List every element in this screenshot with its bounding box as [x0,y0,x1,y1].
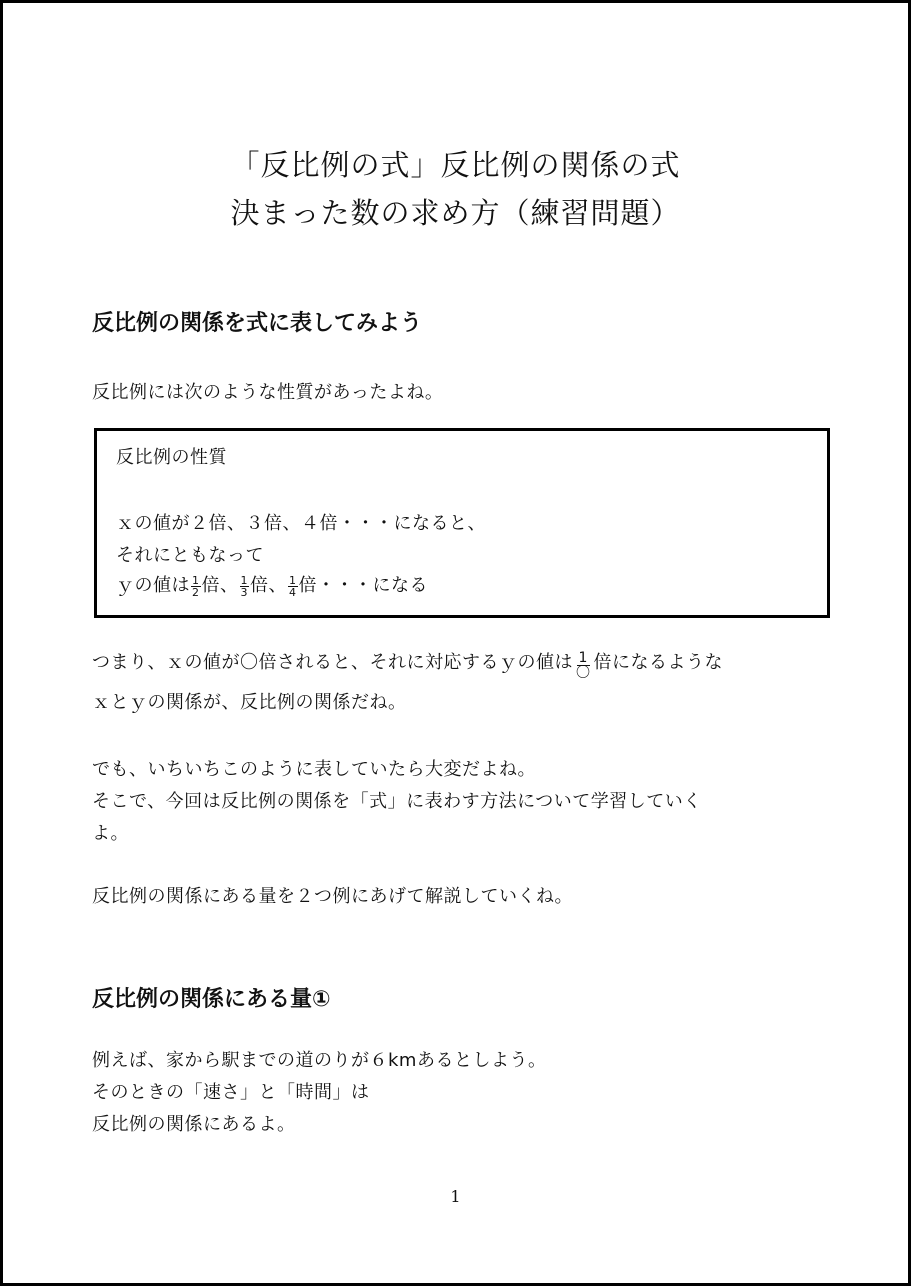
example-line-2: そのときの「速さ」と「時間」は [92,1082,370,1103]
property-box-title: 反比例の性質 [116,447,227,468]
times-label: 倍、 [201,575,239,596]
fraction-quarter [288,575,298,598]
title-line-1: 「反比例の式」反比例の関係の式 [230,148,681,182]
times-label-last: 倍 [298,575,317,596]
motivation-line-3: よ。 [92,823,129,844]
example-line-1: 例えば、家から駅までの道のりが６kmあるとしよう。 [92,1050,547,1071]
explanation-line-1-prefix: つまり、ｘの値が〇倍されると、それに対応するｙの値は [92,652,573,673]
explanation-line-1-suffix: 倍になるような [593,652,723,673]
property-line-3 [116,571,428,598]
example-paragraph [92,1045,546,1141]
motivation-paragraph [92,754,702,850]
explanation-line-1 [92,645,723,681]
intro-text: 反比例には次のような性質があったよね。 [92,382,444,403]
explanation-line-2: ｘとｙの関係が、反比例の関係だね。 [92,692,407,713]
property-line-3-suffix: ・・・になる [317,575,428,596]
example-line-3: 反比例の関係にあるよ。 [92,1114,296,1135]
section-heading-2: 反比例の関係にある量① [92,987,331,1012]
fraction-numerator: 1 [578,649,588,666]
explanation-paragraph [92,645,723,719]
property-box [94,428,830,618]
examples-intro-text: 反比例の関係にある量を２つ例にあげて解説していくね。 [92,886,573,907]
examples-intro-paragraph [92,881,573,913]
fraction-half [191,575,201,598]
fraction-numerator: 1 [240,573,248,587]
motivation-line-1: でも、いちいちこのように表していたら大変だよね。 [92,759,536,780]
fraction-numerator: 1 [192,573,200,587]
fraction-denominator: 2 [192,585,200,599]
property-line-1: ｘの値が２倍、３倍、４倍・・・になると、 [116,513,486,534]
page-number: 1 [450,1187,461,1206]
fraction-third [240,575,250,598]
title-line-2: 決まった数の求め方（練習問題） [230,196,681,230]
fraction-denominator: 〇 [576,664,591,681]
fraction-numerator: 1 [289,573,297,587]
intro-paragraph [92,377,443,409]
fraction-one-over-circle [574,651,593,680]
fraction-denominator: 4 [289,585,297,599]
section-heading-1: 反比例の関係を式に表してみよう [92,311,423,336]
fraction-denominator: 3 [240,585,248,599]
times-label: 倍、 [250,575,287,596]
page-title [3,141,908,237]
motivation-line-2: そこで、今回は反比例の関係を「式」に表わす方法について学習していく [92,791,702,812]
property-line-3-prefix: ｙの値は [116,575,190,596]
property-line-2: それにともなって [116,545,264,566]
